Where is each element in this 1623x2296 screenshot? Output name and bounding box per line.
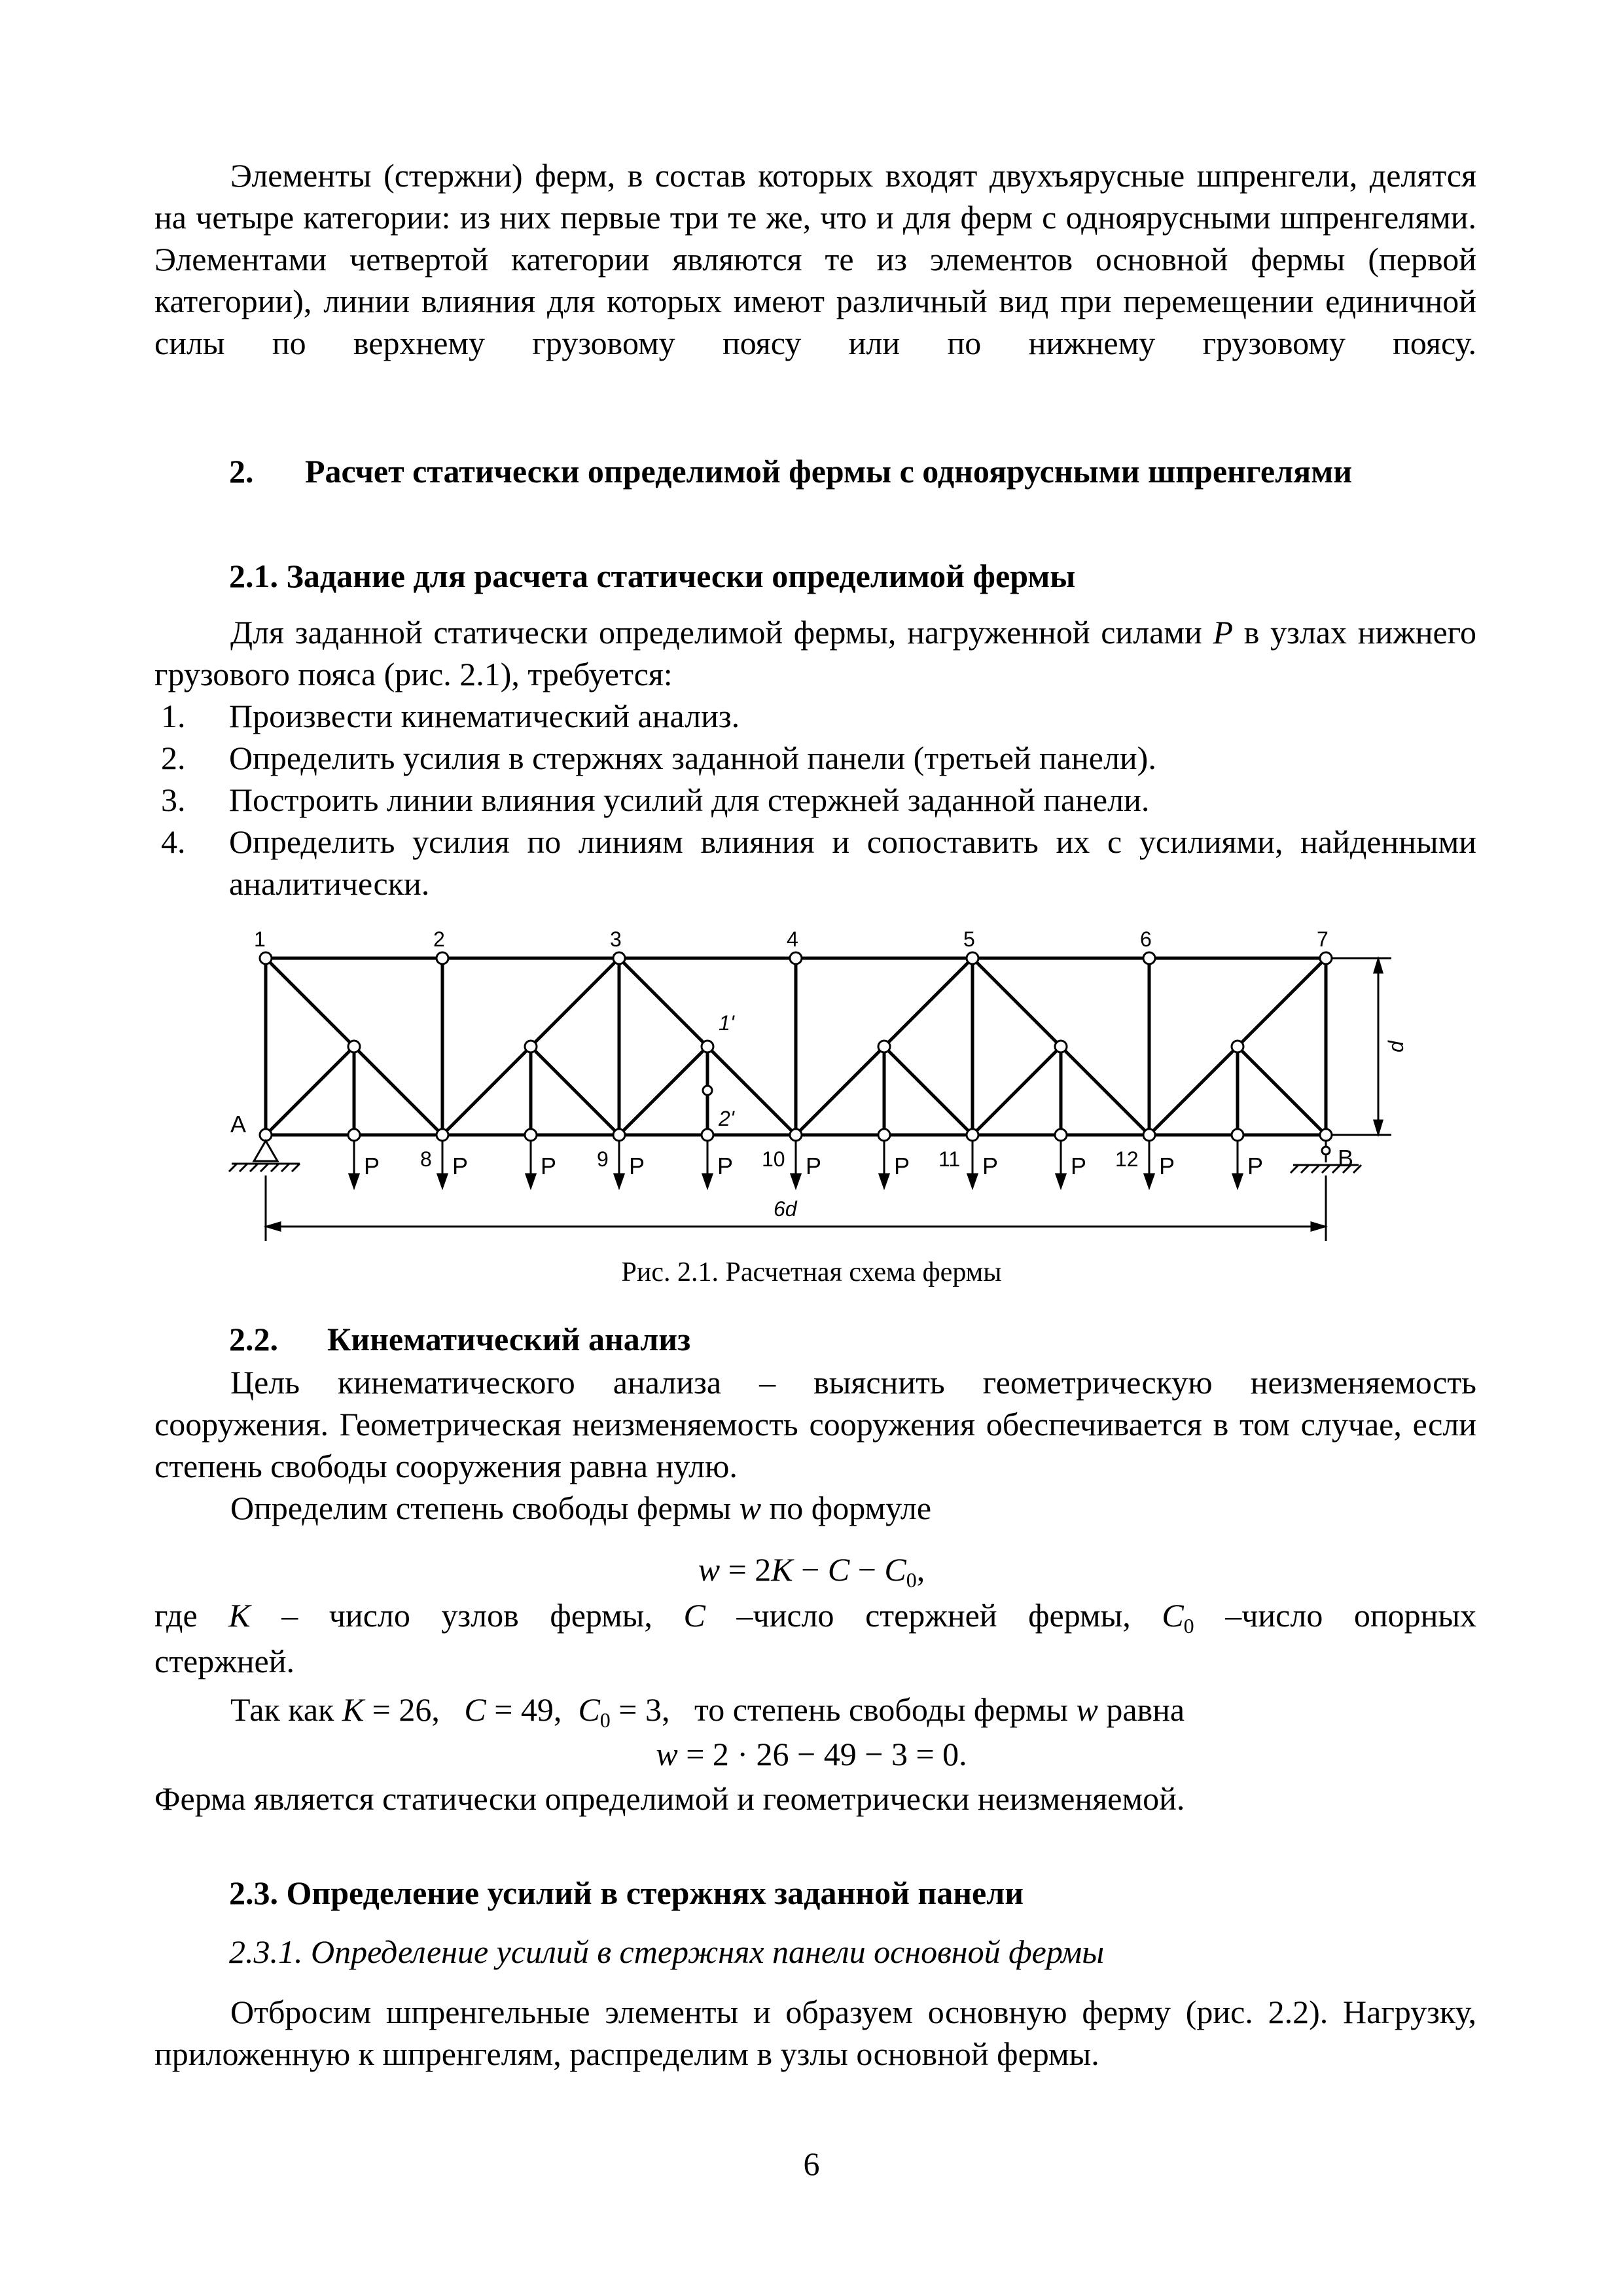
joint	[348, 1129, 360, 1141]
since-line: Так как K = 26, C = 49, $C_0 = 3$, то степень свободы фермы w равна	[230, 1691, 1185, 1732]
section-2-2-number: 2.2.	[229, 1321, 278, 1357]
load-arrow	[1056, 1141, 1065, 1187]
joint	[613, 1129, 625, 1141]
joint	[348, 1041, 360, 1052]
joint	[1143, 952, 1155, 964]
final-paragraph: Отбросим шпренгельные элементы и образуем основную ферму (рис. 2.2). Нагрузку, приложенную к шпренгелям, распределим в узлы основной фермы.	[154, 1994, 1476, 2072]
section-2-number: 2.	[229, 453, 254, 490]
load-arrow	[1233, 1141, 1242, 1187]
dimension-d	[1332, 958, 1391, 1135]
node-label: 7	[1317, 927, 1329, 951]
section-2-title: Расчет статически определимой фермы с одноярусными шпренгелями	[305, 453, 1353, 490]
load-arrow	[1145, 1141, 1154, 1187]
sprengel	[972, 1047, 1061, 1135]
page-number: 6	[803, 2145, 820, 2182]
load-label: P	[717, 1153, 734, 1179]
joint	[702, 1129, 713, 1141]
node-label: 1	[254, 927, 266, 951]
load-label: P	[629, 1153, 645, 1179]
load-arrow	[968, 1141, 977, 1187]
section-2-2-title: Кинематический анализ	[327, 1321, 691, 1357]
intro-paragraph: Элементы (стержни) ферм, в состав которых входят двухъярусные шпренгели, делятся на четыре категории: из них первые три те же, что и для ферм с одноярусными шпренгелями. Элементами четвертой категории являются те из элементов основной фермы (первой категории), линии влияния для которых имеют различный вид при перемещении единичной силы по верхнему грузовому поясу или по нижнему грузовому поясу.	[154, 157, 1476, 361]
joint	[1143, 1129, 1155, 1141]
joint	[790, 1129, 802, 1141]
load-label: P	[541, 1153, 557, 1179]
joint	[1320, 952, 1332, 964]
joint	[437, 952, 448, 964]
load-label: P	[894, 1153, 910, 1179]
sprengel	[266, 1047, 354, 1135]
node-label: 12	[1115, 1147, 1139, 1171]
conclusion: Ферма является статически определимой и геометрически неизменяемой.	[154, 1780, 1185, 1817]
kinematic-para-1: Цель кинематического анализа – выяснить геометрическую неизменяемость сооружения. Геометрическая неизменяемость сооружения обеспечивается в том случае, если степень свободы сооружения равна нулю.	[154, 1364, 1476, 1484]
joint	[1320, 1129, 1332, 1141]
joint	[1232, 1041, 1243, 1052]
load-label: P	[452, 1153, 469, 1179]
sprengel	[884, 1047, 972, 1135]
task-item-3: 3. Построить линии влияния усилий для стержней заданной панели.	[161, 781, 1150, 818]
section-2-3-1-title: 2.3.1. Определение усилий в стержнях панели основной фермы	[229, 1933, 1105, 1970]
joint	[878, 1129, 890, 1141]
task-item-2: 2. Определить усилия в стержнях заданной панели (третьей панели).	[161, 740, 1156, 776]
load-label: P	[982, 1153, 999, 1179]
load-arrow	[438, 1141, 447, 1187]
load-arrow	[615, 1141, 624, 1187]
node-label: 10	[762, 1147, 785, 1171]
joint	[613, 952, 625, 964]
joint	[878, 1041, 890, 1052]
load-label: P	[1247, 1153, 1264, 1179]
joint	[1055, 1041, 1067, 1052]
load-arrow	[526, 1141, 535, 1187]
joint	[1055, 1129, 1067, 1141]
task-intro: Для заданной статически определимой фермы, нагруженной силами P в узлах нижнего грузового пояса (рис. 2.1), требуется:	[154, 614, 1476, 692]
load-arrow	[880, 1141, 889, 1187]
node-label: B	[1338, 1145, 1354, 1172]
joint	[525, 1041, 537, 1052]
node-label: 2	[433, 927, 445, 951]
joint	[967, 952, 978, 964]
load-arrow	[349, 1141, 359, 1187]
truss-diagram	[154, 914, 1476, 1254]
figure-caption: Рис. 2.1. Расчетная схема фермы	[621, 1257, 1002, 1287]
support-a	[229, 1141, 300, 1172]
joint	[1232, 1129, 1243, 1141]
load-arrow	[703, 1141, 712, 1187]
joint	[437, 1129, 448, 1141]
kinematic-para-2: Определим степень свободы фермы w по формуле	[230, 1490, 932, 1526]
load-label: P	[806, 1153, 822, 1179]
joint	[790, 952, 802, 964]
joint	[702, 1041, 713, 1052]
dimension-d-label: d	[1384, 1041, 1408, 1052]
dimension-6d-label: 6d	[774, 1197, 797, 1221]
sprengel	[531, 1047, 619, 1135]
node-label: 3	[610, 927, 622, 951]
task-item-1: 1. Произвести кинематический анализ.	[161, 698, 740, 734]
sprengel	[1238, 1047, 1326, 1135]
load-label: P	[364, 1153, 380, 1179]
section-2-1-title: 2.1. Задание для расчета статически определимой фермы	[229, 558, 1076, 594]
node-label: A	[230, 1111, 247, 1138]
task-item-4: 4. Определить усилия по линиям влияния и сопоставить их с усилиями, найденными аналитически.	[161, 823, 1476, 902]
joint	[525, 1129, 537, 1141]
sprengel	[619, 1047, 707, 1135]
calc-line: w = 2 · 26 − 49 − 3 = 0.	[656, 1736, 967, 1772]
node-label: 4	[787, 927, 798, 951]
formula-w: $w = 2K - C - C_0$,	[698, 1551, 925, 1592]
joint	[967, 1129, 978, 1141]
node-label: 1'	[719, 1011, 734, 1035]
node-label: 8	[420, 1147, 432, 1171]
load-label: P	[1159, 1153, 1175, 1179]
load-label: P	[1071, 1153, 1087, 1179]
where-line-cont: стержней.	[154, 1643, 294, 1679]
node-label: 5	[963, 927, 975, 951]
node-label: 11	[938, 1147, 961, 1171]
section-2-3-title: 2.3. Определение усилий в стержнях заданной панели	[229, 1874, 1024, 1911]
node-label: 6	[1140, 927, 1152, 951]
node-label: 9	[597, 1147, 609, 1171]
node-label: 2'	[719, 1107, 734, 1130]
load-arrow	[791, 1141, 800, 1187]
joint	[703, 1086, 712, 1095]
joint	[260, 952, 272, 964]
where-line: где K – число узлов фермы, C –число стержней фермы, $C_0$ –число опорных	[154, 1597, 1477, 1638]
